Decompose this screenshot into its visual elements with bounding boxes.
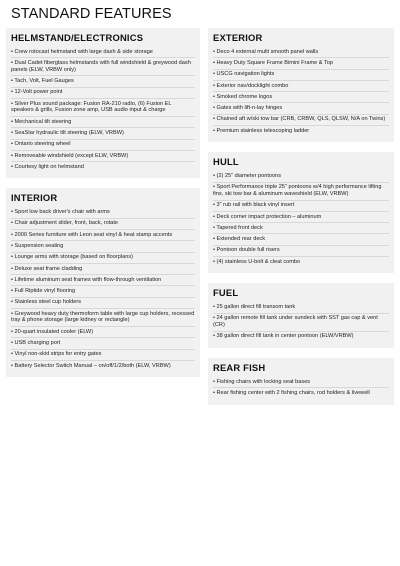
section-helmstand-electronics: [6, 28, 200, 178]
feature-item: • Heavy Duty Square Frame Bimini Frame & Top: [213, 58, 389, 69]
section-heading: HULL: [213, 156, 239, 168]
section-heading: HELMSTAND/ELECTRONICS: [11, 32, 144, 43]
feature-item: • (4) stainless U-bolt & cleat combo: [213, 258, 301, 265]
feature-item: • Mechanical tilt steering: [11, 117, 195, 128]
feature-item: • Rear fishing center with 2 fishing chairs, rod holders & livewell: [213, 389, 370, 396]
feature-item: • Sport low back driver's chair with arms: [11, 207, 195, 218]
feature-item: • 2000 Series furniture with Leon seat vinyl & heat stamp accents: [11, 230, 195, 241]
page-title: STANDARD FEATURES: [11, 6, 172, 22]
feature-item: • Smoked chrome logos: [213, 92, 389, 103]
feature-item: • Ontario steering wheel: [11, 140, 195, 151]
section-hull: [208, 152, 394, 273]
feature-item: • Deco 4 external multi smooth panel walls: [213, 47, 389, 58]
feature-item: • Tapered front deck: [213, 223, 389, 234]
left-column: [6, 28, 200, 387]
feature-item: • Deck corner impact protection – aluminum: [213, 212, 389, 223]
section-fuel: [208, 283, 394, 348]
feature-item: • Crew rotocast helmstand with large dash & side storage: [11, 47, 195, 58]
section-heading: INTERIOR: [11, 192, 58, 204]
feature-item: • 12-Volt power point: [11, 88, 195, 99]
feature-item: • 38 gallon direct fill tank in center pontoon (ELW/VRBW): [213, 333, 354, 340]
feature-item: • Chained aft w/ski tow bar (CRB, CRBW, QLS, QLSW, N/A on Twins): [213, 115, 389, 126]
section-heading: REAR FISH: [213, 361, 266, 373]
section-interior: [6, 188, 200, 377]
section-heading: FUEL: [213, 287, 239, 299]
feature-item: • Greywood heavy duty thermoform table with large cup holders, recessed tray & phone storage (large kidney or rectangle): [11, 309, 195, 327]
section-exterior: [208, 28, 394, 142]
feature-item: • USB charging port: [11, 338, 195, 349]
section-heading: EXTERIOR: [213, 32, 263, 43]
feature-item: • Fishing chairs with locking seat bases: [213, 377, 389, 388]
feature-item: • 3" rub rail with black vinyl insert: [213, 201, 389, 212]
feature-item: • Premium stainless telescoping ladder: [213, 127, 310, 134]
feature-item: • Chair adjustment slider, front, back, rotate: [11, 219, 195, 230]
feature-item: • Exterior nav/docklight combo: [213, 81, 389, 92]
feature-item: • Lifetime aluminum seat frames with flow-through ventilation: [11, 275, 195, 286]
feature-item: • Dual Cadet fiberglass helmstands with full windshield & greywood dash panels (ELW, VRBW only): [11, 58, 195, 76]
feature-item: • Tach, Volt, Fuel Gauges: [11, 76, 195, 87]
feature-item: • Full Riptide vinyl flooring: [11, 286, 195, 297]
feature-item: • 20-quart insulated cooler (ELW): [11, 327, 195, 338]
feature-item: • Extended rear deck: [213, 234, 389, 245]
feature-item: • Stainless steel cup holders: [11, 298, 195, 309]
feature-item: • 25 gallon direct fill transom tank: [213, 302, 389, 313]
feature-item: • Silver Plus sound package: Fusion RA-210 radio, (6) Fusion EL speakers & grills, Fusion zone amp, USB audio input & charge: [11, 99, 195, 117]
feature-item: • Battery Selector Switch Manual – on/off/1/2/both (ELW, VRBW): [11, 362, 171, 369]
feature-item: • SeaStar hydraulic tilt steering (ELW, VRBW): [11, 128, 195, 139]
feature-item: • Removeable windshield (except ELW, VRBW): [11, 151, 195, 162]
feature-item: • Vinyl non-skid strips for entry gates: [11, 350, 195, 361]
feature-item: • Pontoon double full risers: [213, 246, 389, 257]
feature-item: • Deluxe seat frame cladding: [11, 264, 195, 275]
feature-item: • 24 gallon remote fill tank under sundeck with SST gas cap & vent (CR): [213, 314, 389, 332]
feature-item: • Lounge arms with storage (based on floorplans): [11, 253, 195, 264]
section-rear-fish: [208, 358, 394, 405]
feature-item: • Gates with lift-n-lay hinges: [213, 103, 389, 114]
feature-item: • Sport Performance triple 25" pontoons w/4 high performance lifting fins, ski tow bar & aluminum waveshield (ELW, VRBW): [213, 183, 389, 201]
right-column: [208, 28, 394, 415]
feature-item: • Suspension seating: [11, 241, 195, 252]
feature-item: • Courtesy light on helmstand: [11, 163, 84, 170]
feature-item: • (2) 25" diameter pontoons: [213, 171, 389, 182]
feature-item: • USCG navigation lights: [213, 70, 389, 81]
